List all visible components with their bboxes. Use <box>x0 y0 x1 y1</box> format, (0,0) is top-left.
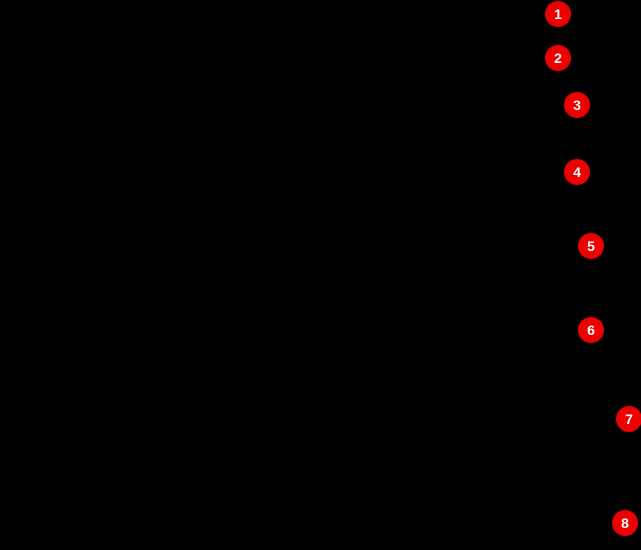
annotation-marker-1[interactable]: 1 <box>545 1 571 27</box>
annotation-marker-6[interactable]: 6 <box>578 317 604 343</box>
annotation-marker-8[interactable]: 8 <box>612 510 638 536</box>
annotation-marker-7[interactable]: 7 <box>616 406 641 432</box>
annotation-marker-2[interactable]: 2 <box>545 45 571 71</box>
annotation-marker-4[interactable]: 4 <box>564 159 590 185</box>
annotation-marker-3[interactable]: 3 <box>564 92 590 118</box>
annotation-marker-5[interactable]: 5 <box>578 233 604 259</box>
